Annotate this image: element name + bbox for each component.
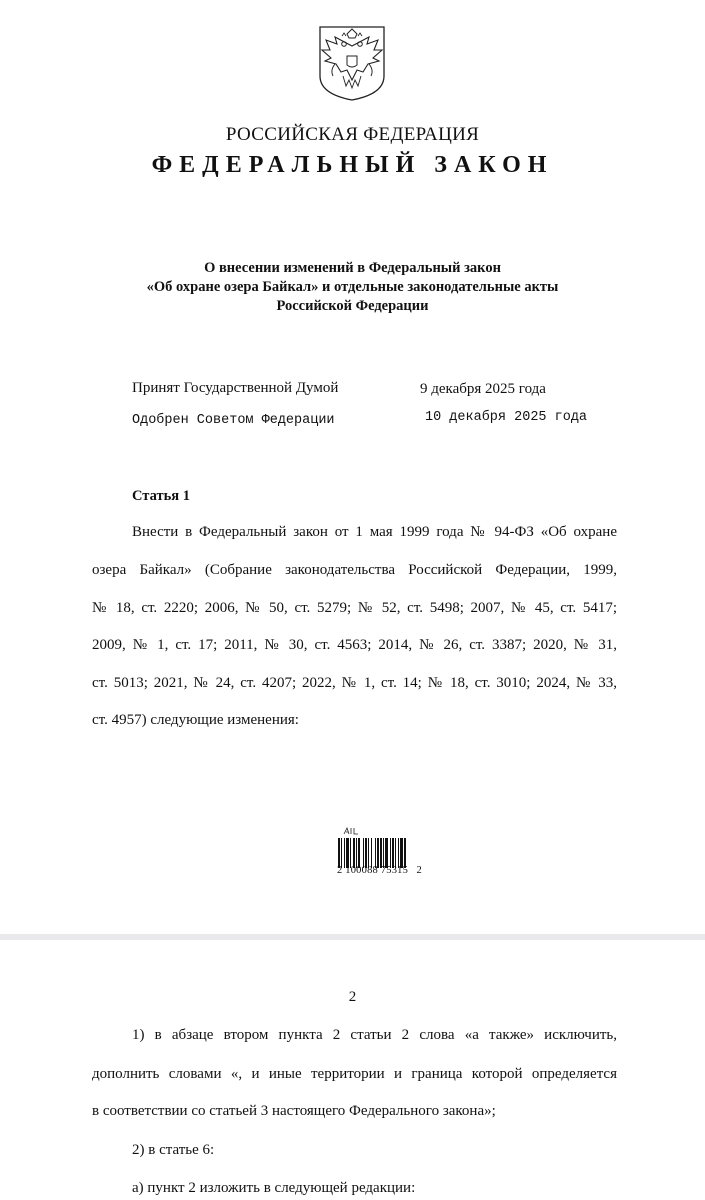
barcode-bar: [380, 838, 382, 868]
article-heading: Статья 1: [132, 488, 190, 504]
amendment-text-line: 2) в статье 6:: [132, 1142, 215, 1158]
handwritten-mark: [343, 826, 359, 836]
barcode-bar: [353, 838, 355, 868]
barcode-number: 2 100088 75315 2: [337, 865, 422, 876]
barcode-bar: [404, 838, 406, 868]
barcode-bar: [338, 838, 340, 868]
barcode-bar: [356, 838, 357, 868]
law-type-heading: ФЕДЕРАЛЬНЫЙ ЗАКОН: [151, 152, 554, 178]
law-title-line: О внесении изменений в Федеральный закон: [204, 260, 501, 276]
barcode-bar: [371, 838, 372, 868]
article-text-line: ст. 4957) следующие изменения:: [92, 712, 299, 728]
barcode-bar: [375, 838, 376, 868]
barcode-bar: [390, 838, 391, 868]
barcode-bar: [392, 838, 394, 868]
barcode-bar: [363, 838, 364, 868]
council-approval-date: 10 декабря 2025 года: [425, 410, 588, 425]
law-title: [0, 259, 705, 316]
amendment-text-line: дополнить словами «, и иные территории и граница которой определяется: [92, 1066, 617, 1082]
barcode-bar: [344, 838, 345, 868]
coat-of-arms-emblem: [317, 24, 387, 102]
council-approval-label: Одобрен Советом Федерации: [132, 413, 335, 428]
law-title-line: «Об охране озера Байкал» и отдельные законодательные акты: [146, 279, 559, 295]
barcode-bar: [385, 838, 388, 868]
barcode-bar: [341, 838, 342, 868]
amendment-text-line: в соответствии со статьей 3 настоящего Федерального закона»;: [92, 1103, 496, 1119]
barcode-bar: [398, 838, 399, 868]
barcode-bar: [350, 838, 351, 868]
document-barcode: [338, 838, 422, 868]
article-text-line: № 18, ст. 2220; 2006, № 50, ст. 5279; № 52, ст. 5498; 2007, № 45, ст. 5417;: [92, 600, 617, 616]
amendment-text-line: 1) в абзаце втором пункта 2 статьи 2 слова «а также» исключить,: [132, 1027, 617, 1043]
barcode-bar: [377, 838, 379, 868]
country-name: РОССИЙСКАЯ ФЕДЕРАЦИЯ: [225, 124, 480, 145]
duma-adoption-date: 9 декабря 2025 года: [420, 381, 546, 397]
barcode-bar: [395, 838, 396, 868]
law-title-line: Российской Федерации: [276, 298, 429, 314]
barcode-bar: [400, 838, 403, 868]
barcode-bar: [346, 838, 349, 868]
article-text-line: 2009, № 1, ст. 17; 2011, № 30, ст. 4563; 2014, № 26, ст. 3387; 2020, № 31,: [92, 637, 617, 653]
barcode-bar: [365, 838, 367, 868]
amendment-text-line: а) пункт 2 изложить в следующей редакции:: [132, 1180, 416, 1196]
article-text-line: озера Байкал» (Собрание законодательства Российской Федерации, 1999,: [92, 562, 617, 578]
article-text-line: ст. 5013; 2021, № 24, ст. 4207; 2022, № 1, ст. 14; № 18, ст. 3010; 2024, № 33,: [92, 675, 617, 691]
duma-adoption-label: Принят Государственной Думой: [132, 380, 339, 396]
page-number: 2: [348, 989, 357, 1005]
barcode-bar: [368, 838, 369, 868]
barcode-bar: [358, 838, 360, 868]
article-text-line: Внести в Федеральный закон от 1 мая 1999 года № 94-ФЗ «Об охране: [132, 524, 617, 540]
barcode-bar: [383, 838, 384, 868]
